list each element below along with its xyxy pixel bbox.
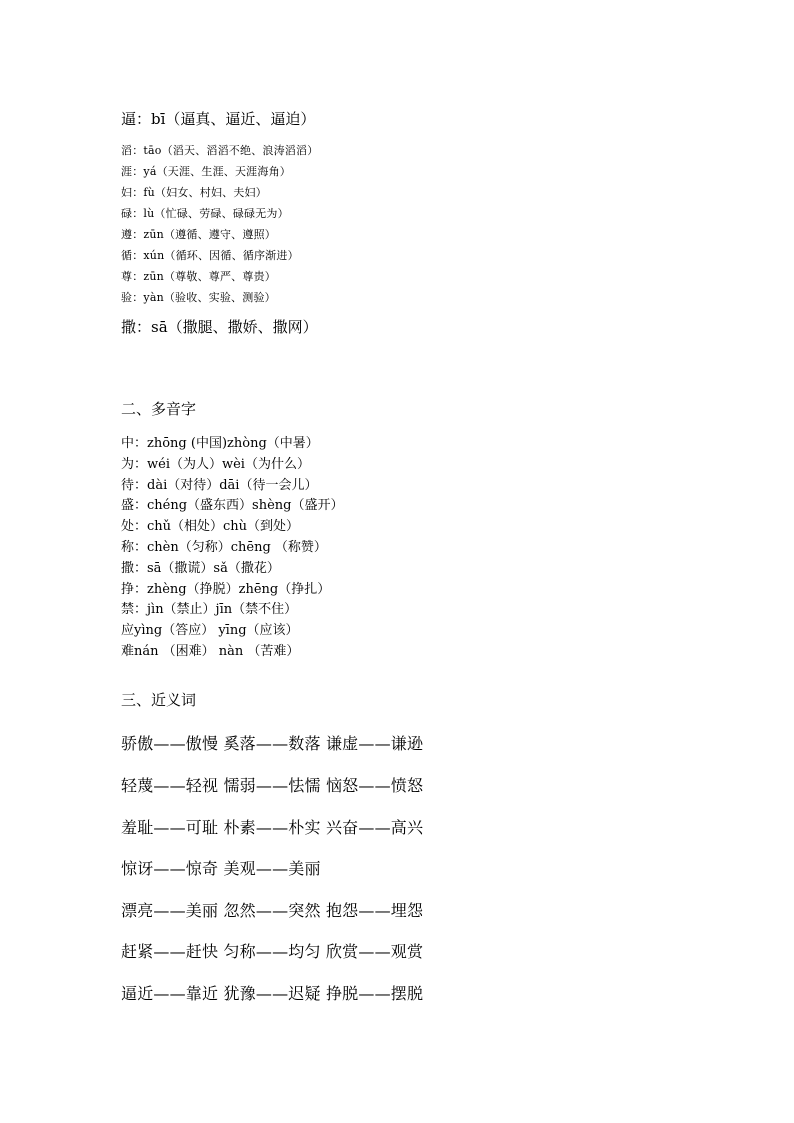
char-entry-bi: 逼：bī（逼真、逼近、逼迫） <box>121 110 316 128</box>
synonym-row: 羞耻——可耻 朴素——朴实 兴奋——高兴 <box>121 818 424 837</box>
polyphonic-entry: 处：chǔ（相处）chù（到处） <box>121 519 300 534</box>
char-entry-zun: 遵：zūn（遵循、遵守、遵照） <box>121 228 276 241</box>
synonym-row: 漂亮——美丽 忽然——突然 抱怨——埋怨 <box>121 901 424 920</box>
char-entry-yan: 验：yàn（验收、实验、测验） <box>121 291 276 304</box>
polyphonic-entry: 盛：chéng（盛东西）shèng（盛开） <box>121 498 344 513</box>
char-entry-zun2: 尊：zūn（尊敬、尊严、尊贵） <box>121 270 276 283</box>
polyphonic-entry: 应yìng（答应） yīng（应该） <box>121 623 299 638</box>
polyphonic-entry: 中：zhōng (中国)zhòng（中暑） <box>121 436 319 451</box>
polyphonic-entry: 为：wéi（为人）wèi（为什么） <box>121 457 310 472</box>
char-entry-tao: 滔：tāo（滔天、滔滔不绝、浪涛滔滔） <box>121 144 319 157</box>
section-heading-synonyms: 三、近义词 <box>121 691 197 709</box>
synonym-row: 骄傲——傲慢 奚落——数落 谦虚——谦逊 <box>121 734 424 753</box>
polyphonic-entry: 待：dài（对待）dāi（待一会儿） <box>121 478 318 493</box>
char-entry-lu: 碌：lù（忙碌、劳碌、碌碌无为） <box>121 207 289 220</box>
polyphonic-entry: 称：chèn（匀称）chēng （称赞） <box>121 540 327 555</box>
char-entry-ya: 涯：yá（天涯、生涯、天涯海角） <box>121 165 291 178</box>
polyphonic-entry: 难nán （困难） nàn （苦难） <box>121 644 300 659</box>
polyphonic-entry: 禁：jìn（禁止）jīn（禁不住） <box>121 602 298 617</box>
char-entry-sa: 撒：sā（撒腿、撒娇、撒网） <box>121 318 318 336</box>
polyphonic-entry: 撒：sā（撒谎）sǎ（撒花） <box>121 561 280 576</box>
section-heading-polyphonic: 二、多音字 <box>121 400 197 418</box>
synonym-row: 轻蔑——轻视 懦弱——怯懦 恼怒——愤怒 <box>121 776 424 795</box>
polyphonic-entry: 挣：zhèng（挣脱）zhēng（挣扎） <box>121 582 331 597</box>
char-entry-xun: 循：xún（循环、因循、循序渐进） <box>121 249 299 262</box>
char-entry-fu: 妇：fù（妇女、村妇、夫妇） <box>121 186 267 199</box>
synonym-row: 逼近——靠近 犹豫——迟疑 挣脱——摆脱 <box>121 984 424 1003</box>
synonym-row: 赶紧——赶快 匀称——均匀 欣赏——观赏 <box>121 942 424 961</box>
synonym-row: 惊讶——惊奇 美观——美丽 <box>121 859 321 878</box>
